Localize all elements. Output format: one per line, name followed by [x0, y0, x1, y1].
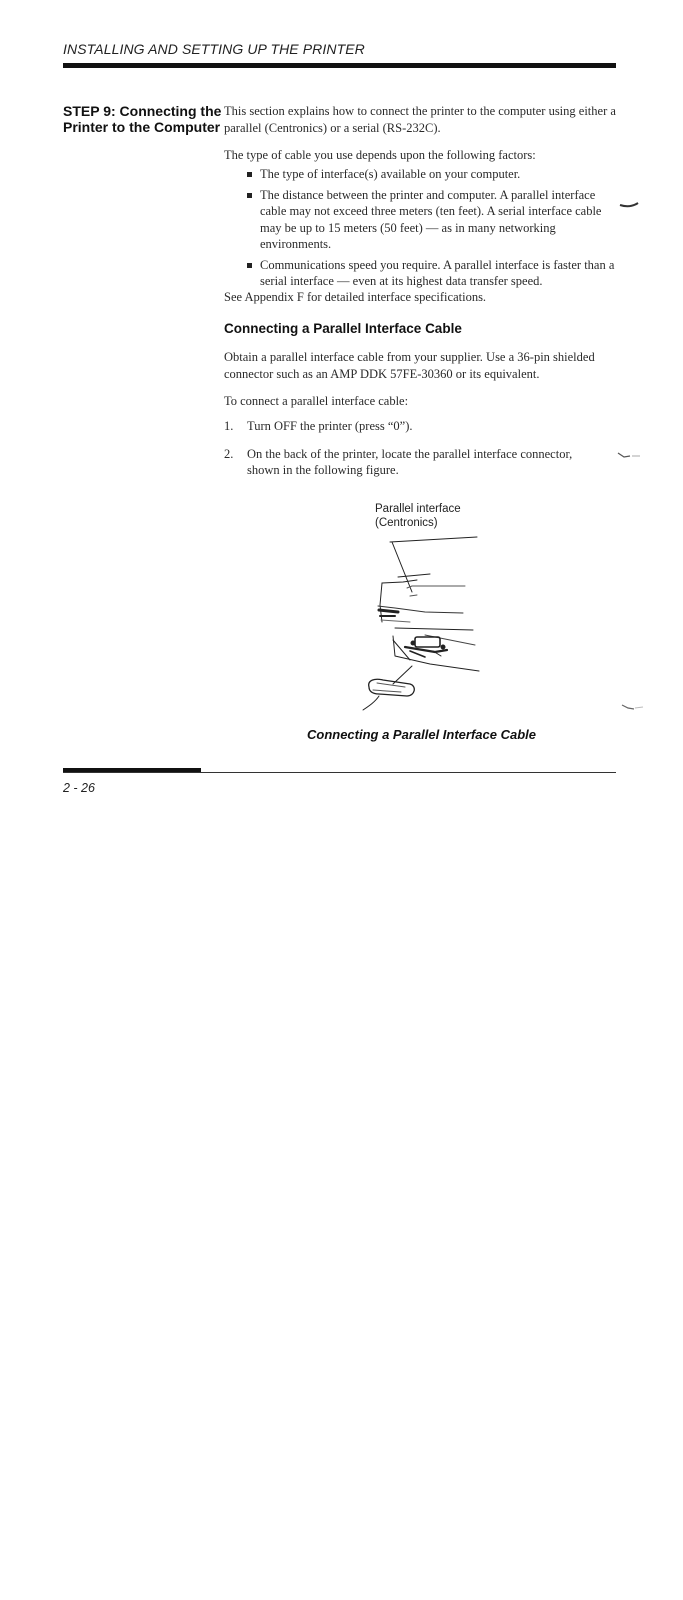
section-heading: [63, 103, 222, 135]
appendix-note: See Appendix F for detailed interface specifications.: [224, 290, 487, 304]
figure-caption: Connecting a Parallel Interface Cable: [306, 727, 537, 742]
list-item: [247, 257, 617, 290]
list-item: [224, 418, 619, 435]
section-heading-line-2: Printer to the Computer: [63, 119, 221, 135]
step-number: 2.: [224, 446, 234, 461]
running-header: INSTALLING AND SETTING UP THE PRINTER: [63, 41, 365, 57]
factor-text: The distance between the printer and computer. A parallel interface cable may not exceed three meters (ten feet). A serial interface cable may be up to 15 meters (50 feet) — as in many networking environments.: [260, 187, 602, 251]
bullet-icon: [247, 263, 252, 268]
footer-rule: [63, 772, 616, 773]
intro-paragraph: This section explains how to connect the printer to the computer using either a parallel (Centronics) or a serial (RS-232C).: [224, 104, 616, 135]
leader-line-top: [390, 537, 477, 542]
leader-line-pointer: [392, 542, 412, 592]
bullet-icon: [247, 193, 252, 198]
factors-list: [247, 166, 617, 290]
obtain-paragraph: Obtain a parallel interface cable from your supplier. Use a 36-pin shielded connector such as an AMP DDK 57FE-30360 or its equivalent.: [224, 350, 595, 381]
scan-speck: [620, 700, 650, 716]
list-item: [224, 446, 619, 479]
subsection-heading: Connecting a Parallel Interface Cable: [224, 321, 462, 336]
connect-intro: To connect a parallel interface cable:: [224, 394, 409, 408]
factors-intro: The type of cable you use depends upon the following factors:: [224, 148, 536, 162]
printer-connector-illustration: [355, 500, 525, 720]
header-rule: [63, 63, 616, 68]
step-text: Turn OFF the printer (press “0”).: [247, 419, 413, 433]
list-item: [247, 187, 617, 253]
scan-speck: [616, 195, 646, 215]
connect-steps: [224, 418, 619, 479]
step-number: 1.: [224, 419, 234, 433]
figure-label-line-2: (Centronics): [375, 517, 438, 529]
step-text: On the back of the printer, locate the parallel interface connector, shown in the following figure.: [247, 446, 573, 477]
figure-label-line-1: Parallel interface: [375, 503, 461, 515]
list-item: [247, 166, 617, 183]
page-number: 2 - 26: [63, 781, 95, 795]
factor-text: Communications speed you require. A parallel interface is faster than a serial interface — even at its highest data transfer speed.: [260, 257, 615, 288]
section-heading-line-1: STEP 9: Connecting the: [63, 103, 222, 119]
factor-text: The type of interface(s) available on your computer.: [260, 167, 521, 181]
scan-speck: [616, 448, 646, 464]
bullet-icon: [247, 172, 252, 177]
